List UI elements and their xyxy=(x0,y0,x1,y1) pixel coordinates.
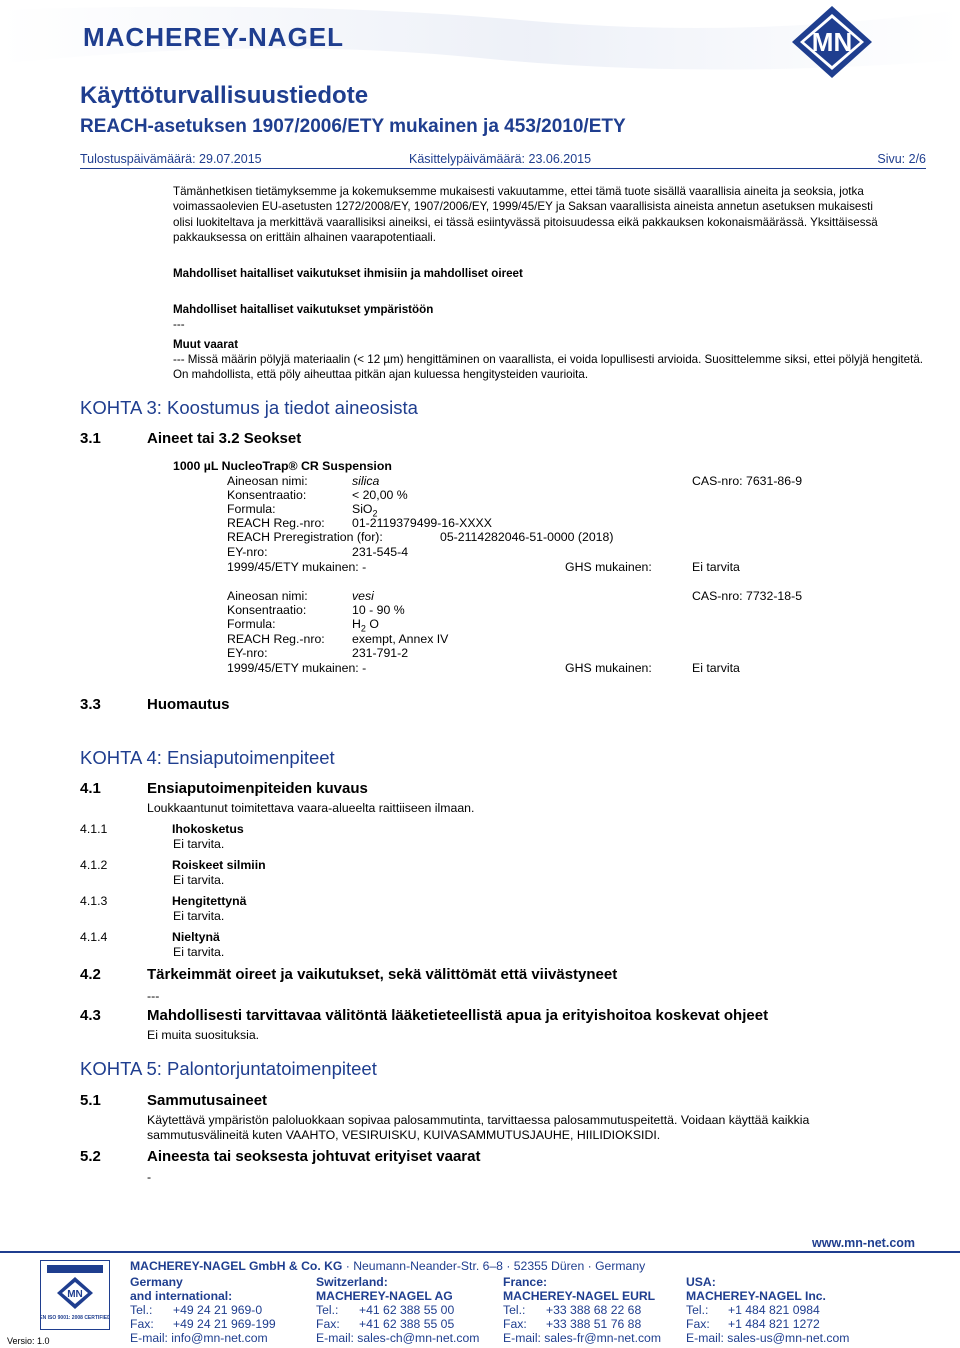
date-bar xyxy=(80,150,926,169)
section-heading-text: Ensiaputoimenpiteiden kuvaus xyxy=(147,780,368,797)
subsection-heading: 4.1.3 Hengitettynä xyxy=(80,894,247,908)
footer-tel: +33 388 68 22 68 xyxy=(546,1303,642,1317)
section-5-title: KOHTA 5: Palontorjuntatoimenpiteet xyxy=(80,1058,377,1079)
subsection-heading: 4.1.4 Nieltynä xyxy=(80,930,220,944)
intro-paragraph: Tämänhetkisen tietämyksemme ja kokemuksemme mukaisesti vakuutamme, ettei tämä tuote sisällä vaarallisia aineita ja seoksia, jotka voimassaolevien EU-asetusten 1272/2008/EY, 1907/2006/EY, 1999/45/EY ja Saksan vaarallisista aineista annetun asetuksen mukaisesti olisi luokiteltava ja merkittävä vaarallisiksi aineiksi, ei tässä esiintyvässä pitoisuudessa eikä pakkauksen kokonaismäärässä. Yksittäisessä pakkauksessa on erittäin alhainen vaarapotentiaali. xyxy=(173,185,878,245)
section-4-2-heading xyxy=(80,966,617,983)
footer-fax: +33 388 51 76 88 xyxy=(546,1317,642,1331)
reach-label: REACH Reg.-nro: xyxy=(227,516,325,530)
footer-tel-label: Tel.: xyxy=(316,1303,339,1317)
ey-label: EY-nro: xyxy=(227,545,268,559)
website-link[interactable]: www.mn-net.com xyxy=(812,1236,916,1250)
mn-logo xyxy=(784,2,880,82)
footer-country: Germany xyxy=(130,1275,183,1289)
footer-tel-label: Tel.: xyxy=(686,1303,709,1317)
footer-fax: +49 24 21 969-199 xyxy=(173,1317,276,1331)
logo-text: MN xyxy=(811,27,853,57)
ghs-value: Ei tarvita xyxy=(692,560,740,574)
section-5-1-text: Käytettävä ympäristön paloluokkaan sopivaa palosammutinta, tarvittaessa palosammutuspeitettä. Voidaan käyttää kaikkia sammutusvälineitä kuten VAAHTO, VESIRUISKU, KUIVASAMMUTUSJAUHE, HIILIDIOKSIDI. xyxy=(147,1113,810,1142)
section-4-title: KOHTA 4: Ensiaputoimenpiteet xyxy=(80,747,335,768)
footer-country: USA: xyxy=(686,1275,716,1289)
section-4-1-heading xyxy=(80,780,368,797)
footer-country: Switzerland: xyxy=(316,1275,388,1289)
other-hazards-heading: Muut vaarat xyxy=(173,338,239,351)
footer-tel: +41 62 388 55 00 xyxy=(359,1303,455,1317)
reach-number: 01-2119379499-16-XXXX xyxy=(352,516,492,530)
document-subtitle: REACH-asetuksen 1907/2006/ETY mukainen ja 453/2010/ETY xyxy=(80,116,626,137)
cas-number: CAS-nro: 7631-86-9 xyxy=(692,474,803,488)
section-4-3-text: Ei muita suosituksia. xyxy=(147,1028,260,1042)
section-5-2-text: - xyxy=(147,1170,152,1184)
ey-number: 231-791-2 xyxy=(352,646,409,660)
subsection-heading: 4.1.2 Roiskeet silmiin xyxy=(80,858,266,872)
footer-email[interactable]: E-mail: sales-ch@mn-net.com xyxy=(316,1331,480,1345)
section-heading-text: Sammutusaineet xyxy=(147,1092,268,1109)
footer-fax: +1 484 821 1272 xyxy=(728,1317,820,1331)
footer-company: MACHEREY-NAGEL EURL xyxy=(503,1289,656,1303)
svg-text:MN: MN xyxy=(67,1289,83,1300)
footer-email[interactable]: E-mail: sales-fr@mn-net.com xyxy=(503,1331,661,1345)
component-name-label: Aineosan nimi: xyxy=(227,474,308,488)
preregistration-number: 05-2114282046-51-0000 (2018) xyxy=(440,530,614,544)
section-3-3-heading xyxy=(80,696,230,713)
footer-tel: +49 24 21 969-0 xyxy=(173,1303,263,1317)
subsection-text: Ei tarvita. xyxy=(173,909,225,923)
brand-name: MACHEREY-NAGEL xyxy=(83,22,345,52)
subsection-text: Ei tarvita. xyxy=(173,873,225,887)
version-label: Versio: 1.0 xyxy=(7,1336,50,1346)
section-number: 4.3 xyxy=(80,1007,101,1024)
ghs-label: GHS mukainen: xyxy=(565,661,652,675)
section-heading-text: Huomautus xyxy=(147,696,230,713)
concentration: 10 - 90 % xyxy=(352,603,405,617)
footer-rule xyxy=(0,1251,960,1253)
section-number: 3.1 xyxy=(80,430,101,447)
subsection-text: Ei tarvita. xyxy=(173,945,225,959)
footer-email[interactable]: E-mail: sales-us@mn-net.com xyxy=(686,1331,850,1345)
section-3-title: KOHTA 3: Koostumus ja tiedot aineosista xyxy=(80,397,418,418)
footer-tel-label: Tel.: xyxy=(503,1303,526,1317)
section-4-2-text: --- xyxy=(147,989,160,1003)
preregistration-label: REACH Preregistration (for): xyxy=(227,530,383,544)
formula-label: Formula: xyxy=(227,502,276,516)
footer-fax-label: Fax: xyxy=(316,1317,340,1331)
section-number: 3.3 xyxy=(80,696,101,713)
section-number: 4.2 xyxy=(80,966,101,983)
component-name: silica xyxy=(352,474,380,488)
section-number: 4.1 xyxy=(80,780,101,797)
formula: $H_2$ O xyxy=(352,617,379,634)
component-name-label: Aineosan nimi: xyxy=(227,589,308,603)
concentration: < 20,00 % xyxy=(352,488,408,502)
footer-company: MACHEREY-NAGEL Inc. xyxy=(686,1289,826,1303)
footer-fax-label: Fax: xyxy=(503,1317,527,1331)
ey-label: EY-nro: xyxy=(227,646,268,660)
footer-tel: +1 484 821 0984 xyxy=(728,1303,820,1317)
footer-company: and international: xyxy=(130,1289,233,1303)
product-name: 1000 µL NucleoTrap® CR Suspension xyxy=(173,459,392,473)
section-5-1-heading xyxy=(80,1092,267,1109)
subsection-text: Ei tarvita. xyxy=(173,837,225,851)
section-heading-text: Tärkeimmät oireet ja vaikutukset, sekä välittömät että viivästyneet xyxy=(147,966,618,983)
ghs-value: Ei tarvita xyxy=(692,661,740,675)
processing-date: Käsittelypäivämäärä: 23.06.2015 xyxy=(409,152,592,166)
health-effects-heading: Mahdolliset haitalliset vaikutukset ihmisiin ja mahdolliset oireet xyxy=(173,267,523,280)
company-line: MACHEREY-NAGEL GmbH & Co. KG · Neumann-Neander-Str. 6–8 · 52355 Düren · Germany xyxy=(130,1259,646,1273)
iso-certificate-badge xyxy=(40,1260,110,1330)
footer-country: France: xyxy=(503,1275,548,1289)
footer-fax-label: Fax: xyxy=(686,1317,710,1331)
section-heading-text: Mahdollisesti tarvittavaa välitöntä lääketieteellistä apua ja erityishoitoa koskevat ohjeet xyxy=(147,1007,769,1024)
concentration-label: Konsentraatio: xyxy=(227,488,307,502)
section-3-1-heading xyxy=(80,430,301,447)
formula: SiO$_2$ xyxy=(352,502,378,519)
formula-label: Formula: xyxy=(227,617,276,631)
other-hazards-text: --- Missä määrin pölyjä materiaalin (< 12 µm) hengittäminen on vaarallista, ei voida lopullisesti arvioida. Suosittelemme siksi, ettei pölyjä hengitetä. On mahdollista, että pöly aiheuttaa pitkän ajan kuluessa hengitysteiden vaurioita. xyxy=(173,353,923,382)
ey-number: 231-545-4 xyxy=(352,545,409,559)
section-5-2-heading xyxy=(80,1148,481,1165)
page-number: Sivu: 2/6 xyxy=(877,152,926,166)
concentration-label: Konsentraatio: xyxy=(227,603,307,617)
ghs-label: GHS mukainen: xyxy=(565,560,652,574)
section-4-3-heading xyxy=(80,1007,768,1024)
directive-classification: 1999/45/ETY mukainen: - xyxy=(227,560,367,574)
reach-label: REACH Reg.-nro: xyxy=(227,632,325,646)
document-title: Käyttöturvallisuustiedote xyxy=(80,82,369,109)
section-4-1-text: Loukkaantunut toimitettava vaara-alueelta raittiiseen ilmaan. xyxy=(147,801,475,815)
subsection-heading: 4.1.1 Ihokosketus xyxy=(80,822,244,836)
svg-text:EN ISO 9001: 2008 CERTIFIED: EN ISO 9001: 2008 CERTIFIED xyxy=(41,1315,109,1321)
section-number: 5.2 xyxy=(80,1148,101,1165)
environment-effects-text: --- xyxy=(173,318,185,331)
footer-email[interactable]: E-mail: info@mn-net.com xyxy=(130,1331,268,1345)
component-name: vesi xyxy=(352,589,374,603)
section-heading-text: Aineet tai 3.2 Seokset xyxy=(147,430,302,447)
section-heading-text: Aineesta tai seoksesta johtuvat erityiset vaarat xyxy=(147,1148,481,1165)
section-number: 5.1 xyxy=(80,1092,101,1109)
footer-tel-label: Tel.: xyxy=(130,1303,153,1317)
footer-fax: +41 62 388 55 05 xyxy=(359,1317,455,1331)
cas-number: CAS-nro: 7732-18-5 xyxy=(692,589,803,603)
footer-company: MACHEREY-NAGEL AG xyxy=(316,1289,453,1303)
print-date: Tulostuspäivämäärä: 29.07.2015 xyxy=(80,152,262,166)
directive-classification: 1999/45/ETY mukainen: - xyxy=(227,661,367,675)
reach-number: exempt, Annex IV xyxy=(352,632,449,646)
footer-fax-label: Fax: xyxy=(130,1317,154,1331)
environment-effects-heading: Mahdolliset haitalliset vaikutukset ympäristöön xyxy=(173,303,434,316)
